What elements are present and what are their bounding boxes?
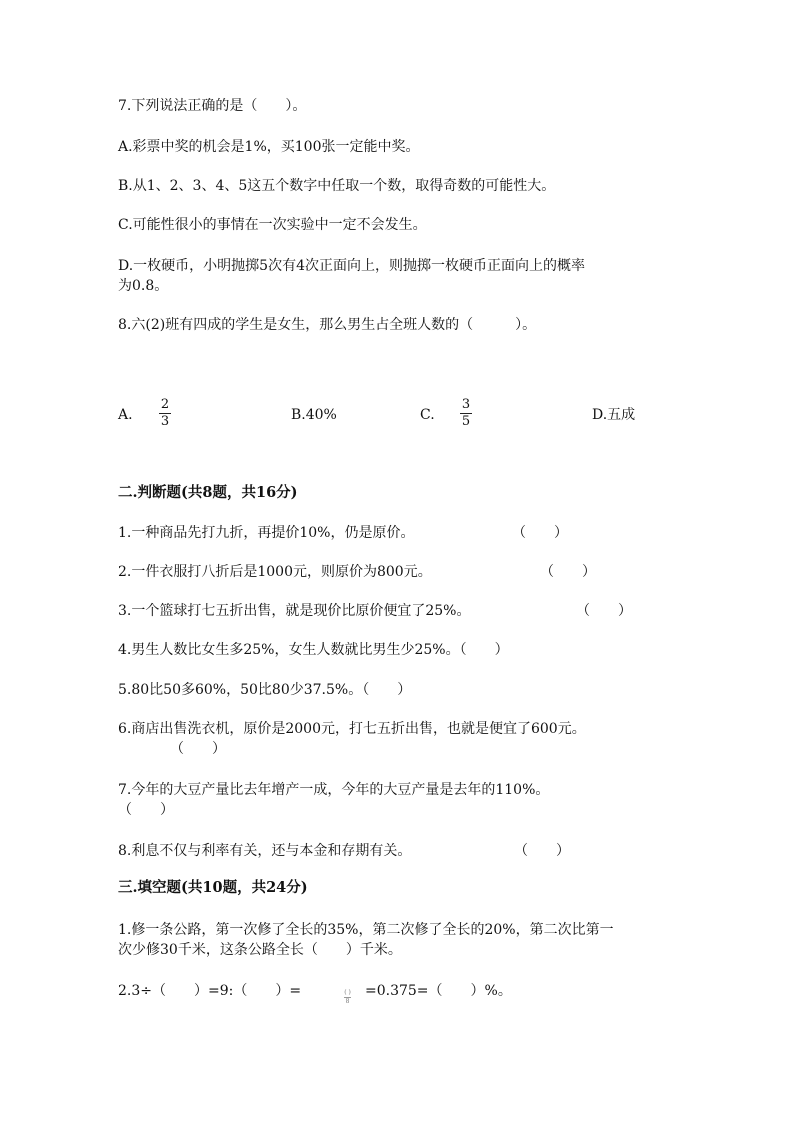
q8-option-a-fraction xyxy=(159,398,171,429)
fraction-denominator: 3 xyxy=(160,414,170,429)
judge-item-3: 3.一个篮球打七五折出售，就是现价比原价便宜了25%。 xyxy=(118,603,471,619)
q7-option-c: C.可能性很小的事情在一次实验中一定不会发生。 xyxy=(118,217,427,233)
q7-option-b: B.从1、2、3、4、5这五个数字中任取一个数，取得奇数的可能性大。 xyxy=(118,178,556,194)
judge-item-6: 6.商店出售洗衣机，原价是2000元，打七五折出售，也就是便宜了600元。 xyxy=(118,721,586,737)
fraction-numerator: 3 xyxy=(461,397,471,412)
judge-item-5: 5.80比50多60%，50比80少37.5%。（ ） xyxy=(118,682,412,698)
judge-item-8-paren: （ ） xyxy=(514,843,570,859)
section3-title: 三.填空题(共10题，共24分) xyxy=(118,879,308,896)
fraction-numerator: ( ) xyxy=(344,989,351,996)
judge-item-3-paren: （ ） xyxy=(576,603,632,619)
q7-option-a: A.彩票中奖的机会是1%，买100张一定能中奖。 xyxy=(118,139,420,155)
q8-option-c-label: C. xyxy=(420,407,435,423)
fill-q1-line2: 次少修30千米，这条公路全长（ ）千米。 xyxy=(118,942,402,958)
judge-item-2: 2.一件衣服打八折后是1000元，则原价为800元。 xyxy=(118,564,432,580)
fraction-denominator: 8 xyxy=(345,998,350,1005)
q8-stem: 8.六(2)班有四成的学生是女生，那么男生占全班人数的（ ）。 xyxy=(118,317,537,333)
q8-option-d: D.五成 xyxy=(592,407,636,423)
fill-q2-part1: 2.3÷（ ）=9:（ ）= xyxy=(118,983,302,999)
q8-option-b: B.40% xyxy=(291,407,337,423)
judge-item-7: 7.今年的大豆产量比去年增产一成，今年的大豆产量是去年的110%。 xyxy=(118,782,550,798)
fill-q2-fraction xyxy=(344,990,351,1005)
fraction-numerator: 2 xyxy=(160,397,170,412)
q7-stem: 7.下列说法正确的是（ ）。 xyxy=(118,98,307,114)
q8-option-a-label: A. xyxy=(118,407,133,423)
judge-item-2-paren: （ ） xyxy=(540,564,596,580)
judge-item-1: 1.一种商品先打九折，再提价10%，仍是原价。 xyxy=(118,525,415,541)
q7-option-d-line2: 为0.8。 xyxy=(118,278,169,294)
judge-item-1-paren: （ ） xyxy=(512,525,568,541)
section2-title: 二.判断题(共8题，共16分) xyxy=(118,484,298,501)
judge-item-4: 4.男生人数比女生多25%，女生人数就比男生少25%。（ ） xyxy=(118,642,509,658)
judge-item-6-paren: （ ） xyxy=(170,741,226,757)
fill-q1-line1: 1.修一条公路，第一次修了全长的35%，第二次修了全长的20%，第二次比第一 xyxy=(118,922,614,938)
q7-option-d-line1: D.一枚硬币，小明抛掷5次有4次正面向上，则抛掷一枚硬币正面向上的概率 xyxy=(118,258,585,274)
judge-item-8: 8.利息不仅与利率有关，还与本金和存期有关。 xyxy=(118,843,412,859)
fraction-denominator: 5 xyxy=(461,414,471,429)
judge-item-7-paren: （ ） xyxy=(118,802,174,818)
fill-q2-part2: =0.375=（ ）%。 xyxy=(365,983,512,999)
q8-option-c-fraction xyxy=(460,398,472,429)
